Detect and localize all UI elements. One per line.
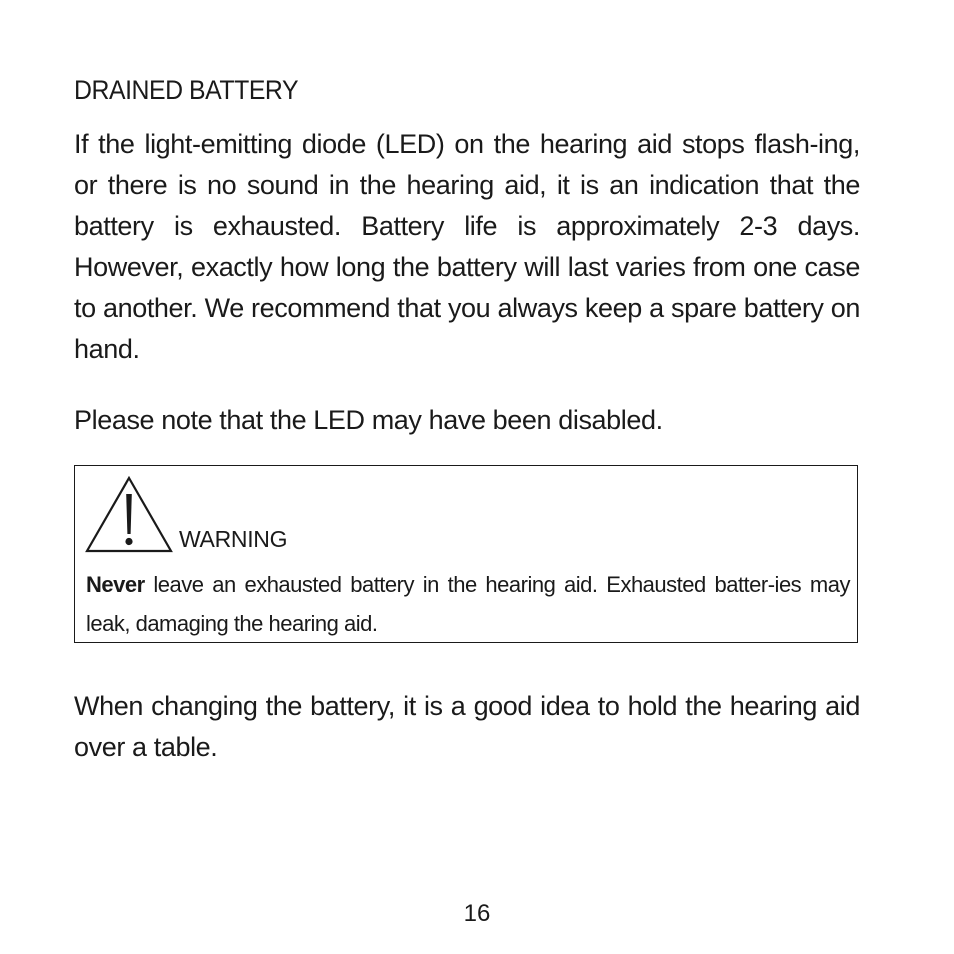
section-heading: DRAINED BATTERY (74, 75, 299, 105)
warning-text (86, 565, 850, 643)
led-note: Please note that the LED may have been disabled. (74, 405, 663, 435)
warning-emphasis: Never (86, 572, 145, 597)
document-page (74, 0, 860, 954)
warning-body: leave an exhausted battery in the hearing aid. Exhausted batter-ies may leak, damaging the hearing aid. (86, 572, 850, 636)
page-number: 16 (463, 900, 491, 927)
warning-title: WARNING (179, 526, 288, 552)
warning-box (74, 465, 858, 643)
battery-paragraph: If the light-emitting diode (LED) on the hearing aid stops flash-ing, or there is no sound in the hearing aid, it is an indication that the battery is exhausted. Battery life is approximately 2-3 days. However, exactly how long the battery will last varies from one case to another. We recommend that you always keep a spare battery on hand. (74, 129, 860, 364)
warning-triangle-icon (85, 476, 173, 554)
closing-paragraph: When changing the battery, it is a good idea to hold the hearing aid over a table. (74, 691, 860, 762)
